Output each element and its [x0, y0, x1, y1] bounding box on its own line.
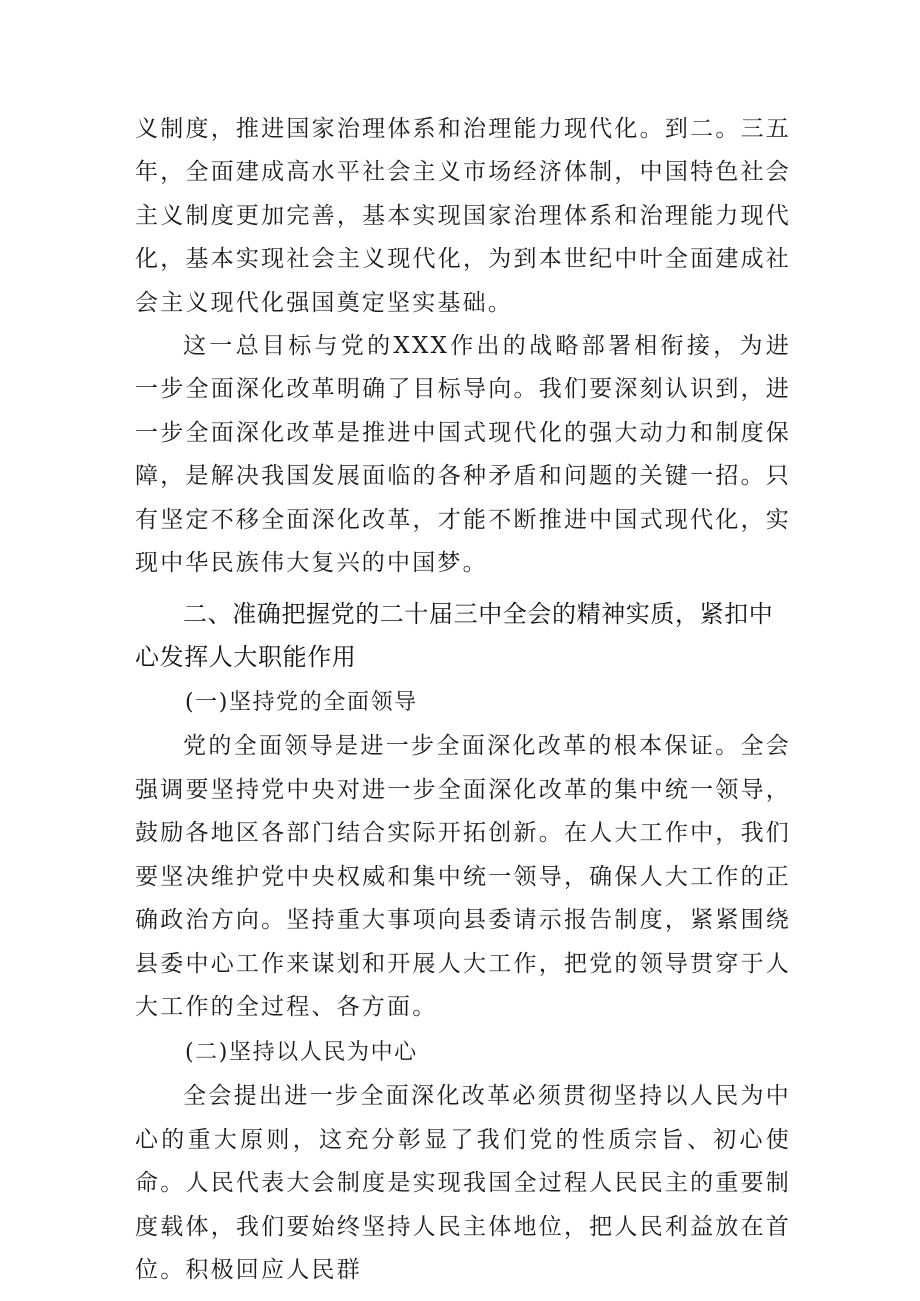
paragraph-reform-goal: 这一总目标与党的XXX作出的战略部署相衔接，为进一步全面深化改革明确了目标导向。我们要深刻认识到，进一步全面深化改革是推进中国式现代化的强大动力和制度保障，是解决我国发展面临的各种矛盾和问题的关键一招。只有坚定不移全面深化改革，才能不断推进中国式现代化，实现中华民族伟大复兴的中国梦。 [135, 333, 791, 577]
paragraph-continued-goals: 义制度，推进国家治理体系和治理能力现代化。到二。三五年，全面建成高水平社会主义市场经济体制，中国特色社会主义制度更加完善，基本实现国家治理体系和治理能力现代化，基本实现社会主义现代化，为到本世纪中叶全面建成社会主义现代化强国奠定坚实基础。 [135, 116, 791, 316]
paragraph-people-centered: 全会提出进一步全面深化改革必须贯彻坚持以人民为中心的重大原则，这充分彰显了我们党的性质宗旨、初心使命。人民代表大会制度是实现我国全过程人民民主的重要制度载体，我们要始终坚持人民主体地位，把人民利益放在首位。积极回应人民群 [135, 1083, 791, 1283]
section-heading-two: 二、准确把握党的二十届三中全会的精神实质，紧扣中心发挥人大职能作用 [135, 600, 774, 672]
subsection-heading-people-centered: (二)坚持以人民为中心 [185, 1040, 418, 1066]
paragraph-party-leadership: 党的全面领导是进一步全面深化改革的根本保证。全会强调要坚持党中央对进一步全面深化改革的集中统一领导，鼓励各地区各部门结合实际开拓创新。在人大工作中，我们要坚决维护党中央权威和集中统一领导，确保人大工作的正确政治方向。坚持重大事项向县委请示报告制度，紧紧围绕县委中心工作来谋划和开展人大工作，把党的领导贯穿于人大工作的全过程、各方面。 [135, 733, 791, 1020]
document-body [135, 108, 791, 1292]
subsection-heading-party-leadership: (一)坚持党的全面领导 [185, 690, 418, 716]
